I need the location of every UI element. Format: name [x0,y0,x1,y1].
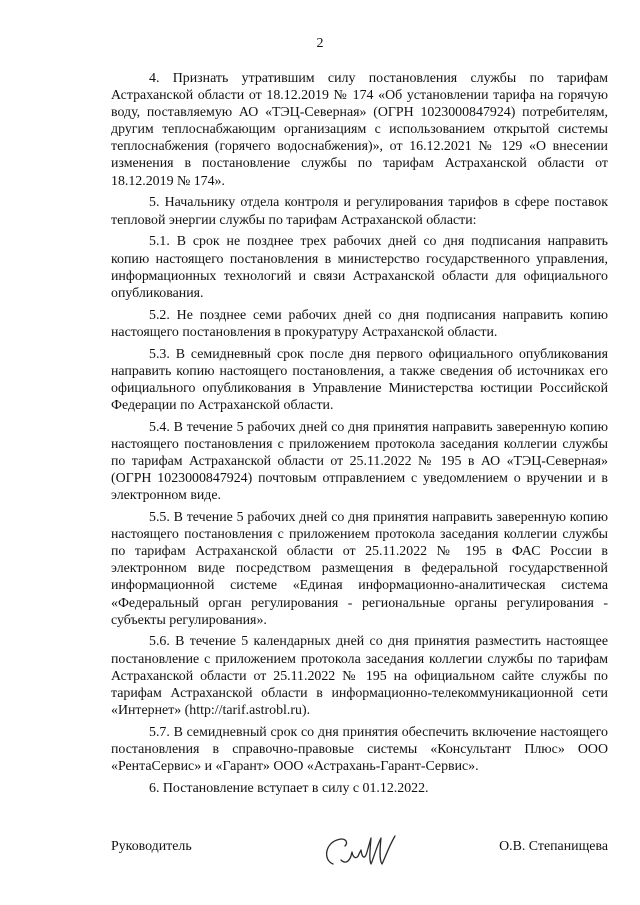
paragraph-5-7: 5.7. В семидневный срок со дня принятия обеспечить включение настоящего постановления в справочно-правовые системы «Консультант Плюс» ООО «РентаСервис» и «Гарант» ООО «Астрахань-Гарант-Сервис». [111,724,608,774]
paragraph-6: 6. Постановление вступает в силу с 01.12.2022. [149,780,429,796]
signatory-name: О.В. Степанищева [499,839,608,854]
page-number: 2 [316,36,324,51]
signatory-role: Руководитель [111,839,192,854]
paragraph-5-6: 5.6. В течение 5 календарных дней со дня принятия разместить настоящее постановление с приложением протокола заседания коллегии службы по тарифам Астраханской области от 25.11.2022 № 195 на официальном сайте службы по тарифам Астраханской области в информационно-телекоммуникационной сети «Интернет» (http://tarif.astrobl.ru). [111,634,608,718]
document-body [111,70,608,797]
paragraph-5-3: 5.3. В семидневный срок после дня первого официального опубликования направить копию настоящего постановления, а также сведения об источниках его официального опубликования в Управление Министерства юстиции Российской Федерации по Астраханской области. [111,346,608,413]
paragraph-5-5: 5.5. В течение 5 рабочих дней со дня принятия направить заверенную копию настоящего постановления с приложением протокола заседания коллегии службы по тарифам Астраханской области от 25.11.2022 № 195 в ФАС России в электронном виде посредством размещения в федеральной государственной информационной системе «Единая информационно-аналитическая система «Федеральный орган регулирования - региональные органы регулирования - субъекты регулирования». [111,510,608,628]
paragraph-5-4: 5.4. В течение 5 рабочих дней со дня принятия направить заверенную копию настоящего постановления с приложением протокола заседания коллегии службы по тарифам Астраханской области от 25.11.2022 № 195 в АО «ТЭЦ-Северная» (ОГРН 1023000847924) почтовым отправлением с уведомлением о вручении и в электронном виде. [111,419,608,504]
signature-block [111,830,608,880]
paragraph-5-2: 5.2. Не позднее семи рабочих дней со дня подписания направить копию настоящего постановления в прокуратуру Астраханской области. [111,307,608,340]
paragraph-4: 4. Признать утратившим силу постановления службы по тарифам Астраханской области от 18.12.2019 № 174 «Об установлении тарифа на горячую воду, поставляемую АО «ТЭЦ-Северная» (ОГРН 1023000847924) потребителям, другим теплоснабжающим организациям с использованием открытой системы теплоснабжения (горячего водоснабжения)», от 16.12.2021 № 129 «О внесении изменения в постановление службы по тарифам Астраханской области от 18.12.2019 № 174». [111,71,608,189]
paragraph-5-1: 5.1. В срок не позднее трех рабочих дней со дня подписания направить копию настоящего постановления в министерство государственного управления, информационных технологий и связи Астраханской области для официального опубликования. [111,234,608,301]
paragraph-5: 5. Начальнику отдела контроля и регулирования тарифов в сфере поставок тепловой энергии службы по тарифам Астраханской области: [111,195,608,228]
handwritten-signature [319,830,409,876]
